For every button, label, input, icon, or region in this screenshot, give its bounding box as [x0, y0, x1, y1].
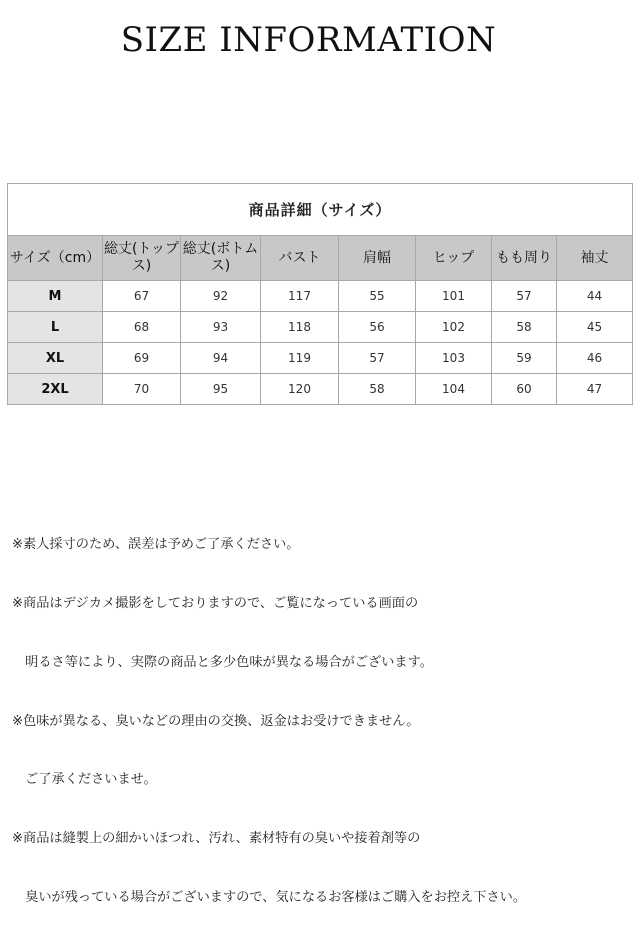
table-cell: 47	[557, 374, 633, 405]
table-cell: 69	[103, 343, 181, 374]
header-length-bottoms: 総丈(ボトムス)	[181, 236, 261, 281]
table-caption: 商品詳細（サイズ）	[8, 184, 633, 236]
header-length-tops: 総丈(トップス)	[103, 236, 181, 281]
table-cell: 70	[103, 374, 181, 405]
table-cell: 46	[557, 343, 633, 374]
size-label-cell: L	[8, 312, 103, 343]
note-line: ※色味が異なる、臭いなどの理由の交換、返金はお受けできません。	[12, 713, 420, 729]
header-sleeve-length: 袖丈	[557, 236, 633, 281]
size-label-cell: XL	[8, 343, 103, 374]
table-cell: 60	[492, 374, 557, 405]
header-bust: バスト	[261, 236, 339, 281]
page-title: SIZE INFORMATION	[120, 20, 497, 60]
table-cell: 103	[416, 343, 492, 374]
table-row	[8, 312, 633, 343]
note-line: 明るさ等により、実際の商品と多少色味が異なる場合がございます。	[12, 654, 433, 670]
table-row	[8, 281, 633, 312]
table-cell: 104	[416, 374, 492, 405]
size-label-cell: M	[8, 281, 103, 312]
header-hip: ヒップ	[416, 236, 492, 281]
table-cell: 57	[339, 343, 416, 374]
note-line: ご了承くださいませ。	[12, 772, 157, 788]
table-cell: 68	[103, 312, 181, 343]
table-cell: 118	[261, 312, 339, 343]
header-shoulder-width: 肩幅	[339, 236, 416, 281]
header-thigh: もも周り	[492, 236, 557, 281]
note-line: 臭いが残っている場合がございますので、気になるお客様はご購入をお控え下さい。	[12, 889, 527, 905]
table-cell: 102	[416, 312, 492, 343]
table-row	[8, 343, 633, 374]
table-cell: 92	[181, 281, 261, 312]
table-cell: 57	[492, 281, 557, 312]
table-cell: 67	[103, 281, 181, 312]
table-cell: 101	[416, 281, 492, 312]
table-cell: 119	[261, 343, 339, 374]
table-cell: 117	[261, 281, 339, 312]
table-cell: 45	[557, 312, 633, 343]
notes-block	[12, 496, 636, 927]
note-line: ※商品はデジカメ撮影をしておりますので、ご覧になっている画面の	[12, 595, 419, 611]
table-cell: 95	[181, 374, 261, 405]
table-cell: 120	[261, 374, 339, 405]
table-cell: 55	[339, 281, 416, 312]
table-cell: 59	[492, 343, 557, 374]
table-cell: 93	[181, 312, 261, 343]
table-row	[8, 374, 633, 405]
note-line: ※素人採寸のため、誤差は予めご了承ください。	[12, 537, 300, 553]
table-cell: 44	[557, 281, 633, 312]
size-table	[7, 183, 633, 405]
table-cell: 58	[492, 312, 557, 343]
table-header-row	[8, 236, 633, 281]
header-size: サイズ（cm）	[8, 236, 103, 281]
size-label-cell: 2XL	[8, 374, 103, 405]
note-line: ※商品は縫製上の細かいほつれ、汚れ、素材特有の臭いや接着剤等の	[12, 831, 421, 847]
table-cell: 56	[339, 312, 416, 343]
table-cell: 94	[181, 343, 261, 374]
table-cell: 58	[339, 374, 416, 405]
